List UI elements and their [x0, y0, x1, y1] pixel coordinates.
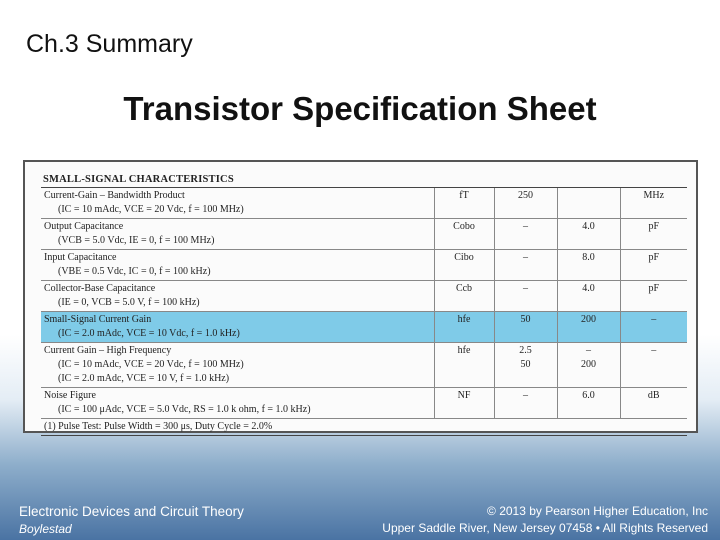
table-row: [41, 188, 687, 219]
unit-value-cell: [620, 343, 687, 388]
footer-course-title: Electronic Devices and Circuit Theory: [19, 504, 244, 519]
min-value-cell: [494, 188, 557, 219]
min-value-cell: [494, 250, 557, 281]
test-conditions: (IC = 10 mAdc, VCE = 20 Vdc, f = 100 MHz): [58, 359, 244, 370]
min-value-cell: [494, 219, 557, 250]
table-row: [41, 250, 687, 281]
symbol-cell: fT: [434, 188, 494, 219]
min-value: –: [523, 252, 528, 263]
characteristic-cell: [41, 250, 434, 281]
unit-value: pF: [648, 221, 660, 232]
max-value: [561, 189, 617, 203]
test-conditions: (IC = 10 mAdc, VCE = 20 Vdc, f = 100 MHz): [58, 204, 244, 215]
footer-left: [19, 504, 244, 536]
max-value: 6.0: [582, 390, 595, 401]
unit-value-cell: [620, 312, 687, 343]
symbol-cell: Ccb: [434, 281, 494, 312]
unit-value: dB: [647, 390, 660, 401]
min-value: –: [523, 221, 528, 232]
symbol-cell: hfe: [434, 343, 494, 388]
footnote-row: [41, 419, 687, 436]
max-value: 4.0: [582, 221, 595, 232]
max-value-cell: [557, 343, 620, 388]
unit-value-cell: [620, 281, 687, 312]
unit-value: pF: [648, 283, 660, 294]
max-value-cell: [557, 219, 620, 250]
min-value-cell: [494, 343, 557, 388]
unit-value: pF: [648, 252, 660, 263]
characteristic-name: Current-Gain – Bandwidth Product: [44, 190, 185, 201]
min-value-cell: [494, 312, 557, 343]
section-heading: SMALL-SIGNAL CHARACTERISTICS: [41, 173, 687, 188]
max-value-cell: [557, 188, 620, 219]
characteristic-name: Collector-Base Capacitance: [44, 283, 156, 294]
symbol-cell: NF: [434, 388, 494, 419]
footer-copyright: © 2013 by Pearson Higher Education, Inc: [487, 504, 708, 518]
test-conditions: (VBE = 0.5 Vdc, IC = 0, f = 100 kHz): [58, 266, 211, 277]
spec-table-body: [41, 188, 687, 436]
unit-value-cell: [620, 250, 687, 281]
characteristic-name: Current Gain – High Frequency: [44, 345, 172, 356]
characteristic-cell: [41, 388, 434, 419]
table-row: [41, 343, 687, 388]
test-conditions: (VCB = 5.0 Vdc, IE = 0, f = 100 MHz): [58, 235, 215, 246]
test-conditions: (IC = 2.0 mAdc, VCE = 10 Vdc, f = 1.0 kHz): [58, 328, 240, 339]
max-value: 200: [581, 359, 596, 370]
max-value-cell: [557, 388, 620, 419]
test-conditions: (IC = 100 μAdc, VCE = 5.0 Vdc, RS = 1.0 k ohm, f = 1.0 kHz): [58, 404, 311, 415]
max-value-cell: [557, 281, 620, 312]
footer-author: Boylestad: [19, 522, 72, 536]
min-value-cell: [494, 388, 557, 419]
max-value-cell: [557, 250, 620, 281]
table-row: [41, 281, 687, 312]
characteristic-cell: [41, 219, 434, 250]
min-value: –: [523, 390, 528, 401]
max-value: –: [586, 345, 591, 356]
characteristic-name: Noise Figure: [44, 390, 96, 401]
unit-value: –: [651, 314, 657, 325]
max-value: 200: [581, 314, 596, 325]
table-row: [41, 219, 687, 250]
min-value: 2.5: [519, 345, 532, 356]
min-value: 250: [518, 190, 533, 201]
chapter-label: Ch.3 Summary: [26, 30, 193, 58]
table-row: [41, 312, 687, 343]
test-conditions: (IC = 2.0 mAdc, VCE = 10 V, f = 1.0 kHz): [58, 373, 230, 384]
footnote: (1) Pulse Test: Pulse Width = 300 μs, Duty Cycle = 2.0%: [41, 419, 687, 436]
unit-value-cell: [620, 188, 687, 219]
characteristic-name: Small-Signal Current Gain: [44, 314, 152, 325]
unit-value-cell: [620, 388, 687, 419]
unit-value: MHz: [643, 190, 665, 201]
min-value: 50: [520, 359, 531, 370]
footer-right: [382, 504, 708, 535]
slide-title: Transistor Specification Sheet: [123, 90, 597, 127]
test-conditions: (IE = 0, VCB = 5.0 V, f = 100 kHz): [58, 297, 200, 308]
footer-address: Upper Saddle River, New Jersey 07458 • All Rights Reserved: [382, 521, 708, 535]
symbol-cell: Cibo: [434, 250, 494, 281]
table-row: [41, 388, 687, 419]
min-value: 50: [520, 314, 531, 325]
max-value: 8.0: [582, 252, 595, 263]
characteristic-cell: [41, 281, 434, 312]
max-value-cell: [557, 312, 620, 343]
characteristic-name: Output Capacitance: [44, 221, 124, 232]
spec-sheet-image: [23, 160, 698, 433]
unit-value: –: [651, 345, 657, 356]
symbol-cell: hfe: [434, 312, 494, 343]
max-value: 4.0: [582, 283, 595, 294]
symbol-cell: Cobo: [434, 219, 494, 250]
characteristic-cell: [41, 312, 434, 343]
unit-value-cell: [620, 219, 687, 250]
min-value-cell: [494, 281, 557, 312]
spec-table: [41, 173, 687, 436]
characteristic-name: Input Capacitance: [44, 252, 117, 263]
characteristic-cell: [41, 188, 434, 219]
characteristic-cell: [41, 343, 434, 388]
min-value: –: [523, 283, 528, 294]
